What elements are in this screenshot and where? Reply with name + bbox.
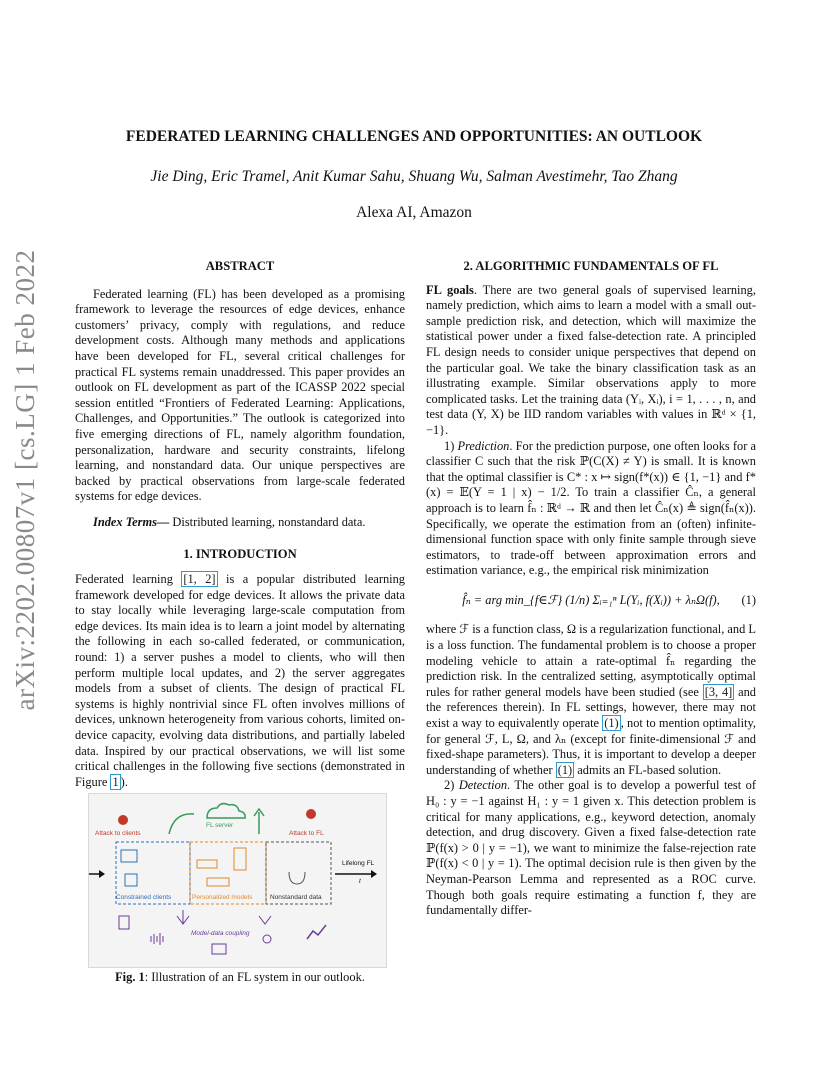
index-terms-label: Index Terms— [93, 514, 170, 529]
left-column [75, 259, 405, 790]
gamepad-icon [197, 860, 217, 868]
figure-caption: Fig. 1: Illustration of an FL system in our outlook. [115, 970, 365, 984]
paper-title: FEDERATED LEARNING CHALLENGES AND OPPORTUNITIES: AN OUTLOOK [125, 128, 703, 145]
cloud-icon [207, 804, 245, 818]
equation-body: f̂ₙ = arg min_{f∈ℱ} (1/n) Σᵢ₌₁ⁿ L(Yᵢ, f(Xᵢ)) + λₙΩ(f), [462, 592, 720, 607]
nonstandard-data-label: Nonstandard data [270, 894, 322, 901]
personalized-models-label: Personalized models [192, 894, 253, 901]
time-label: t [359, 878, 361, 885]
intro-heading: 1. INTRODUCTION [183, 546, 297, 561]
keyboard-icon [207, 878, 229, 886]
image-icon [212, 944, 226, 954]
camera-icon [121, 850, 137, 862]
citation-link[interactable]: [3, 4] [704, 684, 733, 699]
equation-link[interactable]: (1) [604, 716, 619, 731]
attacker-icon [118, 815, 128, 825]
index-terms-text: Distributed learning, nonstandard data. [172, 514, 366, 529]
figure-link[interactable]: 1 [112, 774, 119, 789]
model-data-coupling-label: Model-data coupling [191, 930, 250, 937]
fl-system-diagram [89, 794, 386, 967]
chip-icon [125, 874, 137, 886]
equation-link[interactable]: (1) [557, 762, 573, 777]
lifelong-fl-label: Lifelong FL [342, 860, 375, 867]
detection-paragraph: 2) Detection. The other goal is to develop a powerful test of H₀ : y = −1 against H₁ : y = 1 given x. This detection problem is critical for many applications, e.g., keyword detection, anomaly detection, and drug discovery. Given a fixed false-detection rate ℙ(f(x) > 0 | y = −1), we want to minimize the false-rejection rate ℙ(f(x) < 0 | y = 1). The optimal decision rule is then given by the Neyman-Pearson Lemma and represented as a ROC curve. Though both goals require estimating a function f, they are fundamentally differ- [426, 778, 756, 918]
constrained-clients-label: Constrained clients [116, 894, 172, 901]
chart-icon [307, 925, 326, 939]
citation-link[interactable]: [1, 2] [183, 572, 216, 587]
fl-server-label: FL server [206, 822, 234, 829]
attacker-fl-icon [306, 809, 316, 819]
figure-1 [88, 793, 387, 968]
index-terms [75, 515, 405, 531]
molecule-icon [263, 935, 271, 943]
after-equation-paragraph: where ℱ is a function class, Ω is a regularization functional, and L is a loss function. The fundamental problem is to choose a proper modeling vehicle to attain a rate-optimal f̂ₙ regarding the prediction risk. In the centralized setting, asymptotically optimal rules for rather general models have been studied (see [3, 4] and the references therein). In FL settings, however, there may not exist a way to equivalently operate (1) , not to mention optimality, for general ℱ, L, Ω, and λₙ (except for finite-dimensional ℱ and fixed-shape parameters). Thus, it is important to develop a deeper understanding of whether (1) admits an FL-based solution. [426, 622, 756, 777]
paper-affiliation: Alexa AI, Amazon [356, 204, 472, 221]
right-column [426, 259, 756, 919]
intro-text: Federated learning [1, 2] is a popular distributed learning framework developed for edge devices. It allows the private data to stay locally while leveraging large-scale computation from edge devices. Its main idea is to learn a joint model by alternating the following in each so-called federated, or communication, round: 1) a server pushes a model to clients, who will then perform multiple local updates, and 2) the server aggregates models from a subset of clients. The design of practical FL systems is highly nontrivial since FL often involves millions of devices, unknown heterogeneity from various cohorts, limited on-device capacity, evolving data distributions, and partially labeled data. Inspired by our practical observations, we will list some critical challenges in the following five sections (demonstrated in Figure 1 ). [75, 572, 406, 789]
curved-arrow-icon [169, 814, 194, 834]
audio-wave-icon [151, 933, 163, 945]
equation-number: (1) [741, 592, 756, 607]
phone-icon [234, 848, 246, 870]
paper-authors: Jie Ding, Eric Tramel, Anit Kumar Sahu, Shuang Wu, Salman Avestimehr, Tao Zhang [150, 168, 678, 185]
abstract-heading: ABSTRACT [205, 259, 275, 273]
section2-heading: 2. ALGORITHMIC FUNDAMENTALS OF FL [463, 259, 719, 273]
prediction-paragraph: 1) Prediction. For the prediction purpose, one often looks for a classifier C such that the risk ℙ(C(X) ≠ Y) is small. It is known that the optimal classifier is C* : x ↦ sign(f*(x)) ∈ {1, −1} and f*(x) = 𝔼(Y = 1 | x) − 1/2. To train a classifier Ĉₙ, a general approach is to learn f̂ₙ : ℝᵈ → ℝ and then let Ĉₙ(x) ≜ sign(f̂ₙ(x)). Specifically, we operate the estimation from an (often) infinite-dimensional function space with only finite sample through sieve estimators, to trade-off between approximation errors and estimation variance, e.g., the empirical risk minimization [426, 438, 756, 578]
attack-clients-label: Attack to clients [95, 830, 141, 837]
abstract-text: Federated learning (FL) has been developed as a promising framework to leverage the resources of edge devices, enhance customers’ privacy, comply with regulations, and reduce development costs. Although many methods and applications have been developed for FL, several critical challenges for practical FL systems remain unaddressed. This paper provides an outlook on FL development as part of the ICASSP 2022 special session entitled “Frontiers of Federated Learning: Applications, Challenges, and Opportunities.” The outlook is categorized into five emerging directions of FL, namely algorithm foundation, personalization, hardware and security constraints, lifelong learning, and nonstandard data. Our unique perspectives are backed by practical observations from large-scale federated systems for edge devices. [75, 286, 405, 504]
document-icon [119, 916, 129, 929]
stethoscope-icon [289, 872, 305, 884]
arxiv-stamp: arXiv:2202.00807v1 [cs.LG] 1 Feb 2022 [10, 249, 40, 711]
equation-1 [426, 593, 756, 609]
attack-fl-label: Attack to FL [289, 830, 324, 837]
fl-goals-paragraph: FL goals. There are two general goals of supervised learning, namely prediction, which aims to learn a model with a small out-sample prediction risk, and detection, which will maximize the statistical power under a fixed false-detection rate. A principled FL design needs to consider unique perspectives that depend on the particular goal. We take the binary classification task as an illustrating example. Similar observations apply to more complicated tasks. Let the training data (Yᵢ, Xᵢ), i = 1, . . . , n, and test data (Y, X) be IID random variables with values in ℝᵈ × {1, −1}. [426, 282, 756, 437]
